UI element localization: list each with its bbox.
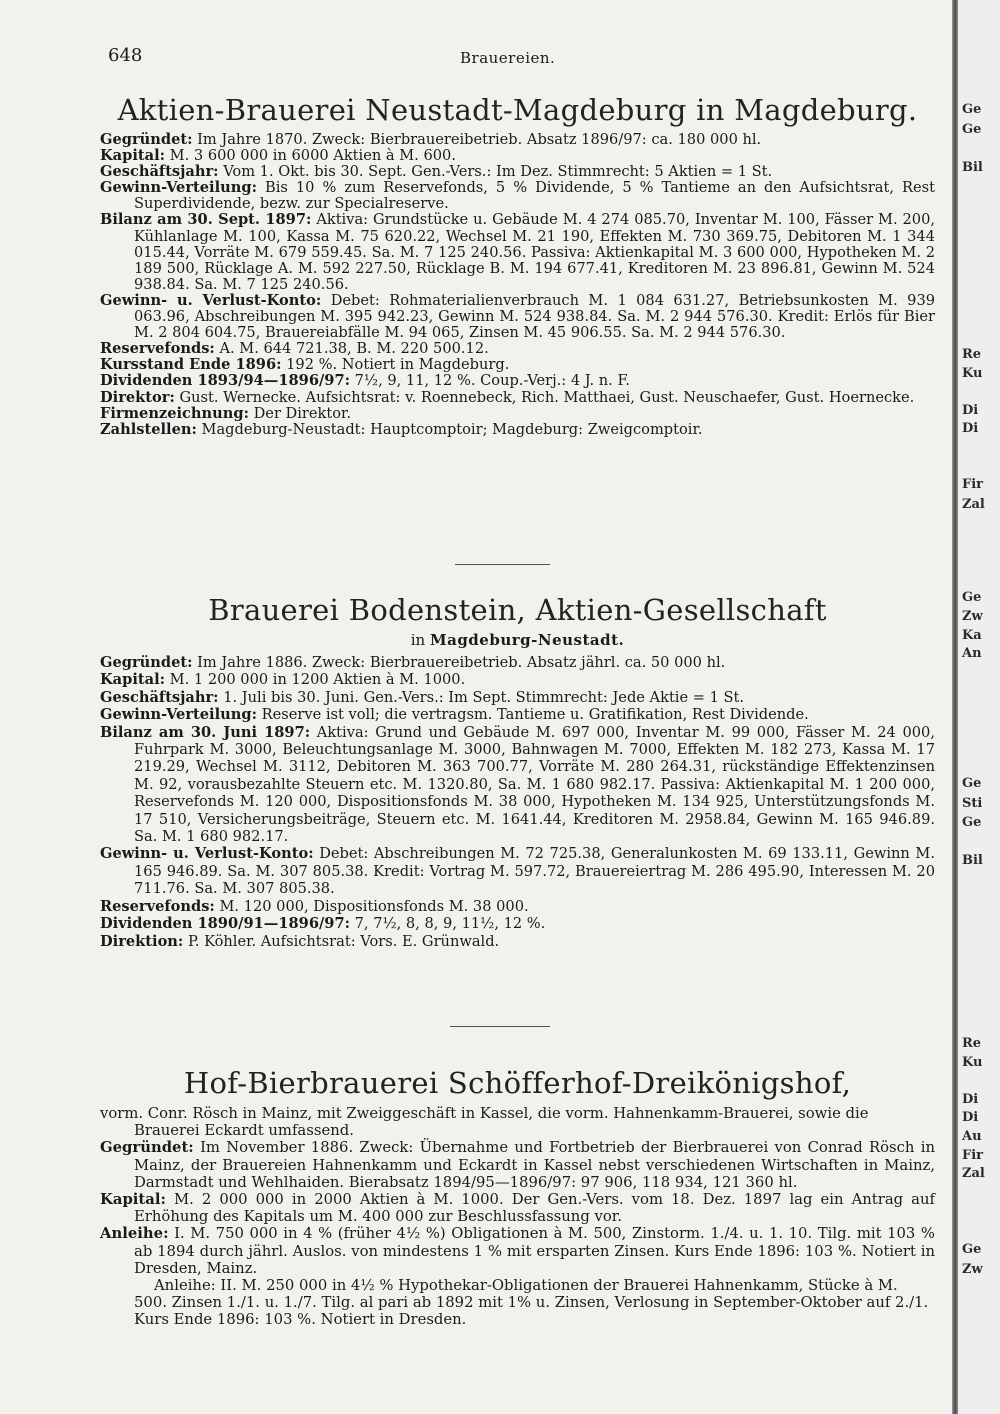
field-text: 7, 7½, 8, 8, 9, 11½, 12 %.	[354, 915, 546, 933]
section-title: Brauereien.	[460, 49, 556, 67]
entry-subtitle	[100, 630, 935, 650]
field-label: Gegründet:	[100, 654, 193, 671]
field-label: Gewinn-Verteilung:	[100, 179, 257, 197]
field-text: M. 2 000 000 in 2000 Aktien à M. 1000. Der Gen.-Vers. vom 18. Dez. 1897 lag ein Antrag auf Erhöhung des Kapitals um M. 400 000 zur Beschlussfassung vor.	[134, 1191, 935, 1226]
entry-intro: vorm. Conr. Rösch in Mainz, mit Zweiggeschäft in Kassel, die vorm. Hahnenkamm-Brauerei, sowie die Brauerei Eckardt umfassend.	[100, 1105, 869, 1140]
entry-field	[100, 845, 935, 897]
field-text: Gust. Wernecke. Aufsichtsrat: v. Roennebeck, Rich. Matthaei, Gust. Neuschaefer, Gust. Hoernecke.	[179, 388, 915, 406]
adjacent-fragment: Ge	[962, 776, 982, 791]
entry-field	[100, 422, 935, 438]
subtitle-place: Magdeburg-Neustadt.	[430, 631, 625, 649]
field-text: Vom 1. Okt. bis 30. Sept. Gen.-Vers.: Im Dez. Stimmrecht: 5 Aktien = 1 St.	[223, 163, 773, 181]
entry-field	[100, 915, 935, 932]
entry-body	[100, 1105, 935, 1329]
adjacent-fragment: Au	[962, 1129, 982, 1144]
field-text: Debet: Rohmaterialienverbrauch M. 1 084 631.27, Betriebsunkosten M. 939 063.96, Abschreibungen M. 395 942.23, Gewinn M. 524 938.84. Sa. M. 2 944 576.30. Kredit: Erlös für Bier M. 2 804 604.75, Brauereiabfälle M. 94 065, Zinsen M. 45 906.55. Sa. M. 2 944 576.30.	[134, 291, 936, 342]
entry-field	[100, 1191, 935, 1225]
entry-field	[100, 180, 935, 212]
entry-title: Brauerei Bodenstein, Aktien-Gesellschaft	[208, 593, 827, 627]
field-label: Reservefonds:	[100, 340, 215, 358]
adjacent-fragment: Sti	[962, 796, 983, 811]
entry-hof-bierbrauerei-schoefferhof	[100, 1065, 935, 1329]
field-label: Dividenden 1893/94—1896/97:	[100, 372, 350, 390]
entry-field	[100, 132, 935, 148]
field-text: Debet: Abschreibungen M. 72 725.38, Generalunkosten M. 69 133.11, Gewinn M. 165 946.89. Sa. M. 307 805.38. Kredit: Vortrag M. 597.72, Brauereiertrag M. 286 495.90, Interessen M. 20 711.76. Sa. M. 307 805.38.	[134, 845, 935, 898]
field-label: Geschäftsjahr:	[100, 163, 219, 181]
field-label: Gewinn- u. Verlust-Konto:	[100, 845, 314, 863]
field-label: Kapital:	[100, 1191, 166, 1209]
adjacent-fragment: Fir	[962, 1148, 984, 1163]
field-text: 1. Juli bis 30. Juni. Gen.-Vers.: Im Sept. Stimmrecht: Jede Aktie = 1 St.	[223, 688, 745, 706]
entry-title: Aktien-Brauerei Neustadt-Magdeburg in Magdeburg.	[117, 93, 918, 127]
field-text: Bis 10 % zum Reservefonds, 5 % Dividende, 5 % Tantieme an den Aufsichtsrat, Rest Superdividende, bezw. zur Specialreserve.	[134, 179, 935, 213]
adjacent-fragment: Ge	[962, 815, 982, 830]
adjacent-fragment: Ge	[962, 1242, 982, 1257]
adjacent-fragment: Di	[962, 1092, 979, 1107]
field-label: Kapital:	[100, 147, 166, 165]
adjacent-fragment: Zal	[962, 497, 985, 512]
field-label: Dividenden 1890/91—1896/97:	[100, 915, 350, 933]
field-label: Anleihe:	[100, 1225, 169, 1243]
section-divider	[450, 1026, 550, 1027]
entry-field	[100, 724, 935, 846]
field-label: Kapital:	[100, 671, 166, 689]
entry-field	[100, 933, 935, 950]
field-text: M. 120 000, Dispositionsfonds M. 38 000.	[219, 897, 529, 915]
entry-aktien-brauerei-neustadt	[100, 92, 935, 438]
entry-field	[100, 1225, 935, 1277]
field-label: Bilanz am 30. Juni 1897:	[100, 723, 311, 741]
field-label: Zahlstellen:	[100, 420, 197, 438]
field-label: Firmenzeichnung:	[100, 404, 249, 422]
entry-body	[100, 132, 935, 438]
field-label: Gegründet:	[100, 1139, 194, 1157]
adjacent-fragment: Ge	[962, 122, 982, 137]
field-label: Gewinn-Verteilung:	[100, 706, 257, 724]
adjacent-fragment: Ge	[962, 102, 982, 117]
adjacent-fragment: Ge	[962, 590, 982, 605]
entry-field	[100, 898, 935, 915]
adjacent-page-strip	[958, 0, 1000, 1414]
field-text: Im November 1886. Zweck: Übernahme und Fortbetrieb der Bierbrauerei von Conrad Rösch in Mainz, der Brauereien Hahnenkamm und Eckardt in Kassel nebst verschiedenen Wirtschaften in Mainz, Darmstadt und Wehlhaiden. Bierabsatz 1894/95—1896/97: 97 906, 118 934, 121 360 hl.	[134, 1139, 935, 1191]
field-label: Kursstand Ende 1896:	[100, 356, 282, 374]
field-label: Gegründet:	[100, 131, 193, 148]
entry-field	[100, 406, 935, 422]
field-text: Der Direktor.	[253, 404, 352, 422]
entry-field	[100, 373, 935, 389]
adjacent-fragment: Bil	[962, 853, 983, 868]
entry-field	[100, 1139, 935, 1191]
field-text: Aktiva: Grundstücke u. Gebäude M. 4 274 085.70, Inventar M. 100, Fässer M. 200, Kühlanlage M. 100, Kassa M. 75 620.22, Wechsel M. 21 190, Effekten M. 730 369.75, Debitoren M. 1 344 015.44, Vorräte M. 679 559.45. Sa. M. 7 125 240.56. Passiva: Aktienkapital M. 3 600 000, Hypotheken M. 2 189 500, Rücklage A. M. 592 227.50, Rücklage B. M. 194 677.41, Kreditoren M. 23 896.81, Gewinn M. 524 938.84. Sa. M. 7 125 240.56.	[134, 211, 935, 293]
adjacent-fragment: Di	[962, 421, 979, 436]
field-text: Aktiva: Grund und Gebäude M. 697 000, Inventar M. 99 000, Fässer M. 24 000, Fuhrpark M. 3000, Beleuchtungsanlage M. 3000, Bahnwagen M. 7000, Effekten M. 182 273, Kassa M. 17 219.29, Wechsel M. 3112, Debitoren M. 363 700.77, Vorräte M. 280 264.31, rückständige Effektenzinsen M. 92, vorausbezahlte Steuern etc. M. 1320.80, Sa. M. 1 680 982.17. Passiva: Aktienkapital M. 1 200 000, Reservefonds M. 120 000, Dispositionsfonds M. 38 000, Hypotheken M. 134 925, Unterstützungsfonds M. 17 510, Versicherungsbeiträge, Steuern etc. M. 1641.44, Kreditoren M. 2958.84, Gewinn M. 165 946.89. Sa. M. 1 680 982.17.	[134, 723, 935, 846]
entry-field	[100, 148, 935, 164]
field-text: M. 3 600 000 in 6000 Aktien à M. 600.	[169, 147, 456, 165]
field-text: P. Köhler. Aufsichtsrat: Vors. E. Grünwald.	[187, 932, 500, 950]
field-label: Direktion:	[100, 932, 184, 950]
adjacent-fragment: Ka	[962, 628, 982, 643]
section-divider	[455, 564, 550, 565]
entry-field	[100, 293, 935, 341]
field-label: Geschäftsjahr:	[100, 688, 219, 706]
field-label: Gewinn- u. Verlust-Konto:	[100, 291, 322, 309]
field-label: Reservefonds:	[100, 897, 215, 915]
field-text: I. M. 750 000 in 4 % (früher 4½ %) Obligationen à M. 500, Zinstorm. 1./4. u. 1. 10. Tilg. mit 103 % ab 1894 durch jährl. Auslos. von mindestens 1 % mit ersparten Zinsen. Kurs Ende 1896: 103 %. Notiert in Dresden, Mainz.	[134, 1225, 935, 1277]
adjacent-fragment: Ku	[962, 1055, 983, 1070]
adjacent-fragment: An	[962, 646, 982, 661]
running-head	[0, 45, 955, 69]
entry-brauerei-bodenstein	[100, 592, 935, 950]
adjacent-fragment: Zal	[962, 1166, 985, 1181]
page-number: 648	[108, 45, 143, 66]
entry-field	[100, 341, 935, 357]
field-text: 192 %. Notiert in Magdeburg.	[286, 356, 510, 374]
field-text: A. M. 644 721.38, B. M. 220 500.12.	[219, 340, 489, 358]
field-text: Im Jahre 1886. Zweck: Bierbrauereibetrieb. Absatz jährl. ca. 50 000 hl.	[197, 654, 726, 671]
entry-field	[100, 706, 935, 723]
field-text: Magdeburg-Neustadt: Hauptcomptoir; Magdeburg: Zweigcomptoir.	[201, 420, 703, 438]
entry-field	[100, 689, 935, 706]
entry-body	[100, 654, 935, 950]
adjacent-fragment: Re	[962, 347, 982, 362]
field-text: Reserve ist voll; die vertragsm. Tantieme u. Gratifikation, Rest Dividende.	[261, 706, 809, 724]
adjacent-fragment: Fir	[962, 477, 984, 492]
field-text: M. 1 200 000 in 1200 Aktien à M. 1000.	[169, 671, 466, 689]
adjacent-fragment: Di	[962, 1110, 979, 1125]
entry-field	[100, 671, 935, 688]
adjacent-fragment: Di	[962, 403, 979, 418]
adjacent-fragment: Zw	[962, 609, 983, 624]
adjacent-fragment: Zw	[962, 1262, 983, 1277]
field-text: Im Jahre 1870. Zweck: Bierbrauereibetrieb. Absatz 1896/97: ca. 180 000 hl.	[197, 131, 762, 148]
entry-field	[100, 390, 935, 406]
field-text: 7½, 9, 11, 12 %. Coup.-Verj.: 4 J. n. F.	[354, 372, 630, 390]
field-label: Direktor:	[100, 388, 175, 406]
adjacent-fragment: Bil	[962, 160, 983, 175]
adjacent-fragment: Re	[962, 1036, 982, 1051]
entry-field	[100, 357, 935, 373]
entry-field	[100, 212, 935, 292]
field-label: Bilanz am 30. Sept. 1897:	[100, 211, 312, 229]
entry-field	[100, 164, 935, 180]
adjacent-fragment: Ku	[962, 366, 983, 381]
entry-field	[100, 654, 935, 671]
subtitle-prefix: in	[410, 631, 426, 649]
entry-indented-paragraph: Anleihe: II. M. 250 000 in 4½ % Hypothekar-Obligationen der Brauerei Hahnenkamm, Stücke à M. 500. Zinsen 1./1. u. 1./7. Tilg. al pari ab 1892 mit 1% u. Zinsen, Verlosung in September-Oktober auf 2./1. Kurs Ende 1896: 103 %. Notiert in Dresden.	[134, 1277, 929, 1329]
entry-title: Hof-Bierbrauerei Schöfferhof-Dreikönigshof,	[183, 1066, 852, 1100]
